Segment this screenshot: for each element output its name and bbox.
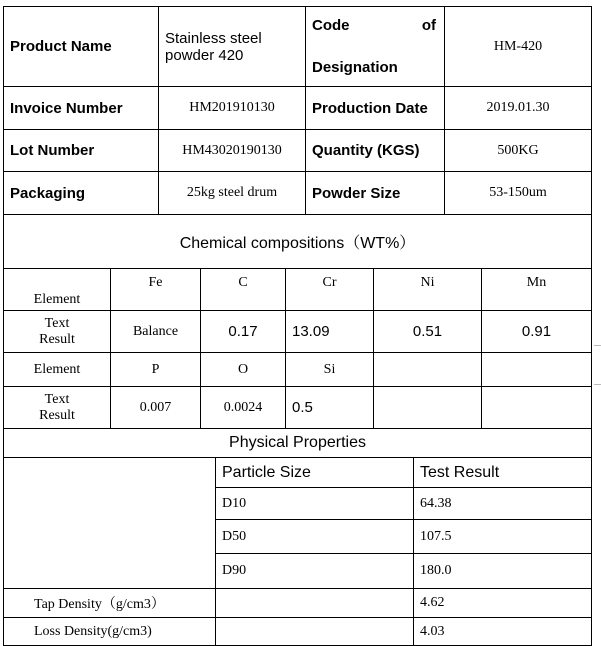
element-cr: Cr <box>286 269 374 311</box>
loss-density-value: 4.03 <box>414 618 592 646</box>
empty-cell <box>374 353 482 387</box>
empty-cell <box>374 387 482 429</box>
value-o: 0.0024 <box>201 387 286 429</box>
empty-cell <box>216 589 414 618</box>
chemical-result-row-1 <box>4 311 592 353</box>
physical-properties-table <box>3 428 592 646</box>
particle-d10-value: 64.38 <box>414 488 592 520</box>
loss-density-label: Loss Density(g/cm3) <box>4 618 216 646</box>
chemical-element-row-1 <box>4 269 592 311</box>
result-label-line1: Text <box>44 315 70 331</box>
lot-row <box>4 130 592 172</box>
certificate-page <box>3 6 591 646</box>
lot-label: Lot Number <box>4 130 159 172</box>
tap-density-row <box>4 589 592 618</box>
particle-size-header: Particle Size <box>216 458 414 488</box>
designation-label-word2: of <box>421 17 436 34</box>
result-label <box>4 311 111 353</box>
physical-header-row <box>4 458 592 488</box>
value-p: 0.007 <box>111 387 201 429</box>
element-p: P <box>111 353 201 387</box>
particle-row-d50 <box>4 520 592 554</box>
invoice-value: HM201910130 <box>159 87 306 130</box>
lot-value: HM43020190130 <box>159 130 306 172</box>
quantity-value: 500KG <box>445 130 592 172</box>
result-label-2-line1: Text <box>44 391 70 407</box>
packaging-value: 25kg steel drum <box>159 172 306 215</box>
powder-size-label: Powder Size <box>306 172 445 215</box>
packaging-label: Packaging <box>4 172 159 215</box>
production-date-label: Production Date <box>306 87 445 130</box>
particle-d50-value: 107.5 <box>414 520 592 554</box>
element-mn: Mn <box>482 269 592 311</box>
value-cr: 13.09 <box>286 311 374 353</box>
value-si: 0.5 <box>286 387 374 429</box>
particle-row-d10 <box>4 488 592 520</box>
product-name-value: Stainless steel powder 420 <box>159 7 306 87</box>
packaging-row <box>4 172 592 215</box>
product-name-row <box>4 7 592 87</box>
blank-cell <box>4 458 216 488</box>
designation-value: HM-420 <box>445 7 592 87</box>
value-c: 0.17 <box>201 311 286 353</box>
result-label-2-line2: Result <box>39 407 75 423</box>
tap-density-label: Tap Density（g/cm3） <box>4 589 216 618</box>
element-fe: Fe <box>111 269 201 311</box>
powder-size-value: 53-150um <box>445 172 592 215</box>
product-info-table <box>3 6 592 215</box>
particle-d50-label: D50 <box>216 520 414 554</box>
designation-label <box>306 7 445 87</box>
value-mn: 0.91 <box>482 311 592 353</box>
tap-density-value: 4.62 <box>414 589 592 618</box>
physical-section-title: Physical Properties <box>4 429 592 458</box>
designation-label-word3: Designation <box>312 59 398 76</box>
invoice-label: Invoice Number <box>4 87 159 130</box>
loss-density-row <box>4 618 592 646</box>
result-label-line2: Result <box>39 331 75 347</box>
element-si: Si <box>286 353 374 387</box>
chemical-section-title: Chemical compositions（WT%） <box>4 215 592 269</box>
particle-d10-label: D10 <box>216 488 414 520</box>
value-fe: Balance <box>111 311 201 353</box>
invoice-row <box>4 87 592 130</box>
element-ni: Ni <box>374 269 482 311</box>
chemical-composition-table <box>3 214 592 429</box>
blank-cell <box>4 554 216 589</box>
chemical-element-row-2 <box>4 353 592 387</box>
empty-cell <box>216 618 414 646</box>
product-name-label: Product Name <box>4 7 159 87</box>
empty-cell <box>482 353 592 387</box>
empty-cell <box>482 387 592 429</box>
particle-d90-label: D90 <box>216 554 414 589</box>
test-result-header: Test Result <box>414 458 592 488</box>
quantity-label: Quantity (KGS) <box>306 130 445 172</box>
result-label-2 <box>4 387 111 429</box>
value-ni: 0.51 <box>374 311 482 353</box>
element-label-2: Element <box>4 353 111 387</box>
page-edge-marker <box>594 345 601 385</box>
production-date-value: 2019.01.30 <box>445 87 592 130</box>
blank-cell <box>4 520 216 554</box>
particle-d90-value: 180.0 <box>414 554 592 589</box>
blank-cell <box>4 488 216 520</box>
particle-row-d90 <box>4 554 592 589</box>
element-o: O <box>201 353 286 387</box>
element-c: C <box>201 269 286 311</box>
designation-label-word1: Code <box>312 17 350 34</box>
element-label: Element <box>4 269 111 311</box>
chemical-result-row-2 <box>4 387 592 429</box>
